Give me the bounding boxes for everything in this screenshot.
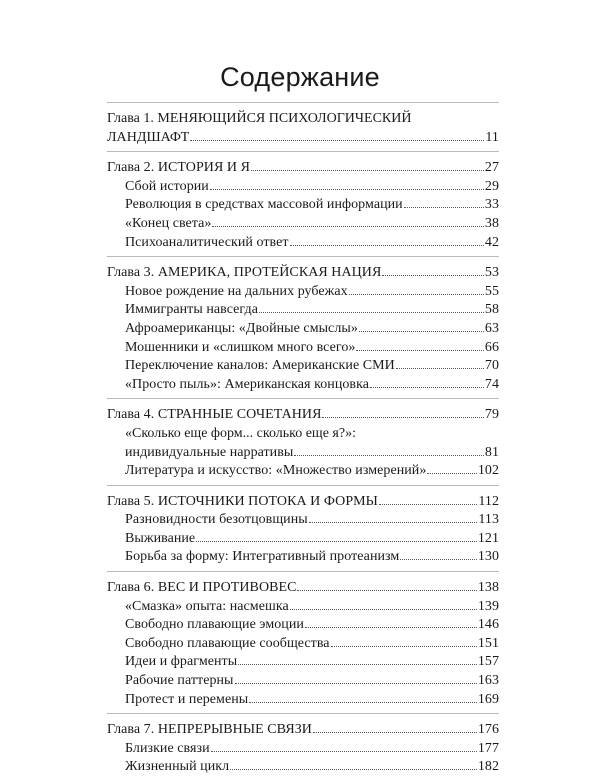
chapter-1 (107, 102, 499, 152)
chapter-3 (107, 257, 499, 399)
page-number: 121 (477, 530, 499, 546)
section-title: Мошенники и «слишком много всего» (125, 339, 356, 355)
section-entry[interactable] (107, 758, 499, 777)
dot-leader (370, 387, 484, 388)
section-title: Свободно плавающие эмоции (125, 617, 304, 633)
page-number: 66 (484, 339, 499, 355)
dot-leader (349, 294, 484, 295)
page-number: 27 (484, 160, 499, 176)
chapter-heading[interactable] (107, 579, 499, 598)
chapter-heading[interactable] (107, 406, 499, 425)
page-number: 163 (477, 673, 499, 689)
chapter-heading[interactable] (107, 493, 499, 512)
page-number: 130 (477, 549, 499, 565)
page-number: 139 (477, 598, 499, 614)
page-number: 81 (484, 444, 499, 460)
section-title: Выживание (125, 530, 196, 546)
page-number: 182 (477, 759, 499, 775)
page-number: 102 (477, 463, 499, 479)
section-title: Близкие связи (125, 740, 210, 756)
page-number: 74 (484, 376, 499, 392)
section-entry[interactable] (107, 320, 499, 339)
page-number: 38 (484, 215, 499, 231)
section-entry[interactable] (107, 357, 499, 376)
page-number: 138 (477, 580, 499, 596)
section-title: Разновидности безотцовщины (125, 512, 308, 528)
dot-leader (210, 189, 484, 190)
page-number: 58 (484, 302, 499, 318)
dot-leader (294, 455, 484, 456)
section-title: Психоаналитический ответ (125, 234, 289, 250)
section-title: Новое рождение на дальних рубежах (125, 283, 348, 299)
dot-leader (356, 350, 483, 351)
page-number: 169 (477, 691, 499, 707)
section-entry[interactable] (107, 339, 499, 358)
chapter-heading-line2: ЛАНДШАФТ (107, 129, 190, 145)
page-number: 70 (484, 358, 499, 374)
chapter-heading[interactable] (107, 721, 499, 740)
table-of-contents (107, 102, 499, 781)
section-entry[interactable] (107, 215, 499, 234)
page-number: 42 (484, 234, 499, 250)
dot-leader (290, 245, 484, 246)
dot-leader (251, 170, 484, 171)
section-title: Борьба за форму: Интегративный протеанизм (125, 549, 400, 565)
page-number: 79 (484, 407, 499, 423)
chapter-title: Глава 3. АМЕРИКА, ПРОТЕЙСКАЯ НАЦИЯ (107, 265, 382, 281)
dot-leader (313, 732, 477, 733)
dot-leader (400, 559, 477, 560)
dot-leader (322, 417, 483, 418)
dot-leader (396, 368, 484, 369)
section-title: Афроамериканцы: «Двойные смыслы» (125, 320, 358, 336)
section-entry[interactable] (107, 598, 499, 617)
dot-leader (249, 702, 477, 703)
dot-leader (190, 140, 484, 141)
section-entry[interactable] (107, 376, 499, 395)
page-number: 157 (477, 654, 499, 670)
section-entry[interactable] (107, 511, 499, 530)
section-title: Переключение каналов: Американские СМИ (125, 358, 395, 374)
page-number: 176 (477, 722, 499, 738)
section-entry[interactable] (107, 178, 499, 197)
section-entry[interactable] (107, 653, 499, 672)
page-number: 53 (484, 265, 499, 281)
dot-leader (305, 627, 477, 628)
section-title: индивидуальные нарративы (125, 444, 294, 460)
dot-leader (235, 683, 477, 684)
section-title: Революция в средствах массовой информации (125, 197, 403, 213)
chapter-title: Глава 6. ВЕС И ПРОТИВОВЕС (107, 580, 297, 596)
section-title: «Конец света» (125, 215, 212, 231)
dot-leader (309, 522, 478, 523)
dot-leader (382, 275, 484, 276)
dot-leader (297, 590, 476, 591)
section-title: Литература и искусство: «Множество измерений» (125, 463, 427, 479)
chapter-title: Глава 2. ИСТОРИЯ И Я (107, 160, 250, 176)
section-title: Идеи и фрагменты (125, 654, 238, 670)
section-title: Жизненный цикл (125, 759, 230, 775)
chapter-4 (107, 399, 499, 485)
dot-leader (230, 769, 477, 770)
dot-leader (331, 646, 477, 647)
page-number: 112 (478, 493, 499, 509)
page-number: 11 (485, 129, 499, 145)
dot-leader (290, 609, 477, 610)
dot-leader (359, 331, 484, 332)
section-entry[interactable] (107, 462, 499, 481)
chapter-heading[interactable] (107, 159, 499, 178)
dot-leader (427, 473, 476, 474)
page-number: 55 (484, 283, 499, 299)
section-title: «Смазка» опыта: насмешка (125, 598, 289, 614)
section-title: «Просто пыль»: Американская концовка (125, 376, 369, 392)
section-entry[interactable] (107, 196, 499, 215)
section-title-line1: «Сколько еще форм... сколько еще я?»: (125, 425, 356, 441)
section-entry[interactable] (107, 635, 499, 654)
chapter-heading[interactable] (107, 264, 499, 283)
section-title: Иммигранты навсегда (125, 302, 258, 318)
dot-leader (379, 504, 477, 505)
section-entry[interactable] (107, 548, 499, 567)
chapter-heading[interactable] (107, 129, 499, 148)
page-title: Содержание (220, 62, 380, 92)
chapter-6 (107, 572, 499, 714)
page-number: 113 (478, 512, 499, 528)
section-entry[interactable] (107, 301, 499, 320)
section-title: Рабочие паттерны (125, 673, 234, 689)
section-title: Протест и перемены (125, 691, 249, 707)
chapter-title: Глава 5. ИСТОЧНИКИ ПОТОКА И ФОРМЫ (107, 493, 378, 509)
dot-leader (196, 541, 477, 542)
chapter-title: Глава 7. НЕПРЕРЫВНЫЕ СВЯЗИ (107, 722, 312, 738)
chapter-2 (107, 152, 499, 257)
chapter-7 (107, 714, 499, 781)
chapter-5 (107, 486, 499, 572)
section-entry[interactable] (107, 740, 499, 759)
page-number: 29 (484, 178, 499, 194)
page-number: 33 (484, 197, 499, 213)
section-entry[interactable] (107, 616, 499, 635)
dot-leader (404, 207, 484, 208)
page-number: 146 (477, 617, 499, 633)
dot-leader (212, 226, 483, 227)
section-entry[interactable] (107, 672, 499, 691)
page-number: 177 (477, 740, 499, 756)
section-entry[interactable] (107, 283, 499, 302)
dot-leader (259, 312, 484, 313)
chapter-title: Глава 4. СТРАННЫЕ СОЧЕТАНИЯ (107, 407, 322, 423)
section-entry[interactable] (107, 234, 499, 253)
section-title: Свободно плавающие сообщества (125, 635, 330, 651)
section-entry[interactable] (107, 530, 499, 549)
section-entry[interactable] (107, 691, 499, 710)
section-entry[interactable] (107, 444, 499, 463)
section-title: Сбой истории (125, 178, 209, 194)
chapter-heading-line1: Глава 1. МЕНЯЮЩИЙСЯ ПСИХОЛОГИЧЕСКИЙ (107, 111, 412, 126)
dot-leader (211, 751, 477, 752)
page-number: 63 (484, 320, 499, 336)
page-number: 151 (477, 635, 499, 651)
dot-leader (238, 664, 477, 665)
